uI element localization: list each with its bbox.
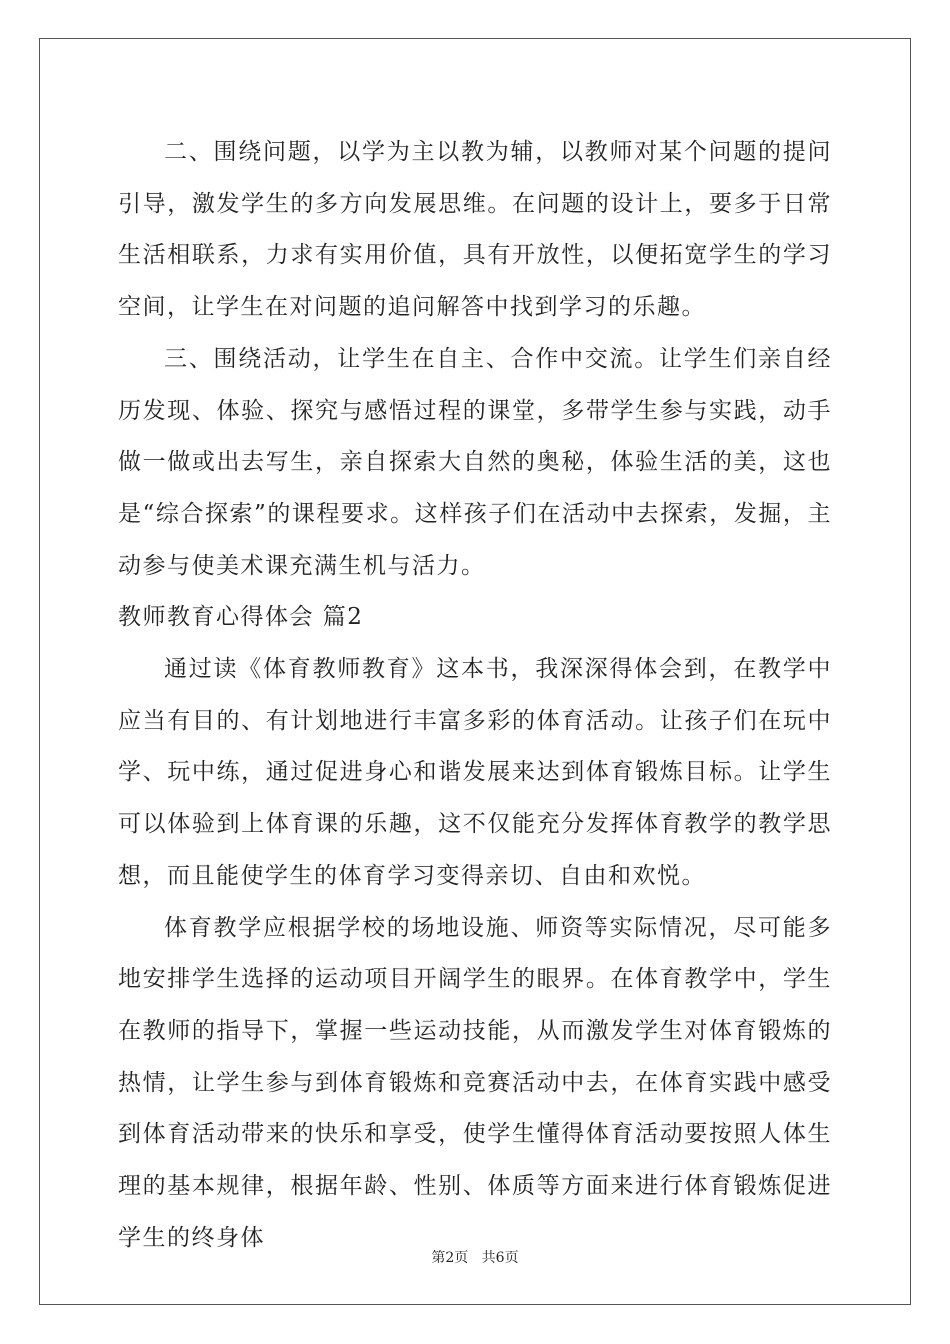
page-total: 共6页 <box>481 1250 519 1266</box>
paragraph: 二、围绕问题，以学为主以教为辅，以教师对某个问题的提问引导，激发学生的多方向发展思维。在问题的设计上，要多于日常生活相联系，力求有实用价值，具有开放性，以便拓宽学生的学习空间，让学生在对问题的追问解答中找到学习的乐趣。 <box>118 139 832 321</box>
page-number: 第2页 <box>431 1250 469 1266</box>
paragraph: 体育教学应根据学校的场地设施、师资等实际情况，尽可能多地安排学生选择的运动项目开阔学生的眼界。在体育教学中，学生在教师的指导下，掌握一些运动技能，从而激发学生对体育锻炼的热情，让学生参与到体育锻炼和竞赛活动中去，在体育实践中感受到体育活动带来的快乐和享受，使学生懂得体育活动要按照人体生理的基本规律，根据年龄、性别、体质等方面来进行体育锻炼促进学生的终身体 <box>118 914 832 1251</box>
paragraph: 三、围绕活动，让学生在自主、合作中交流。让学生们亲自经历发现、体验、探究与感悟过程的课堂，多带学生参与实践，动手做一做或出去写生，亲自探索大自然的奥秘，体验生活的美，这也是“综合探索”的课程要求。这样孩子们在活动中去探索，发掘，主动参与使美术课充满生机与活力。 <box>118 345 832 579</box>
document-body <box>118 127 832 1264</box>
paragraph: 通过读《体育教师教育》这本书，我深深得体会到，在教学中应当有目的、有计划地进行丰富多彩的体育活动。让孩子们在玩中学、玩中练，通过促进身心和谐发展来达到体育锻炼目标。让学生可以体验到上体育课的乐趣，这不仅能充分发挥体育教学的教学思想，而且能使学生的体育学习变得亲切、自由和欢悦。 <box>118 656 832 889</box>
section-heading: 教师教育心得体会 篇2 <box>118 604 364 631</box>
page-footer <box>0 1247 950 1267</box>
